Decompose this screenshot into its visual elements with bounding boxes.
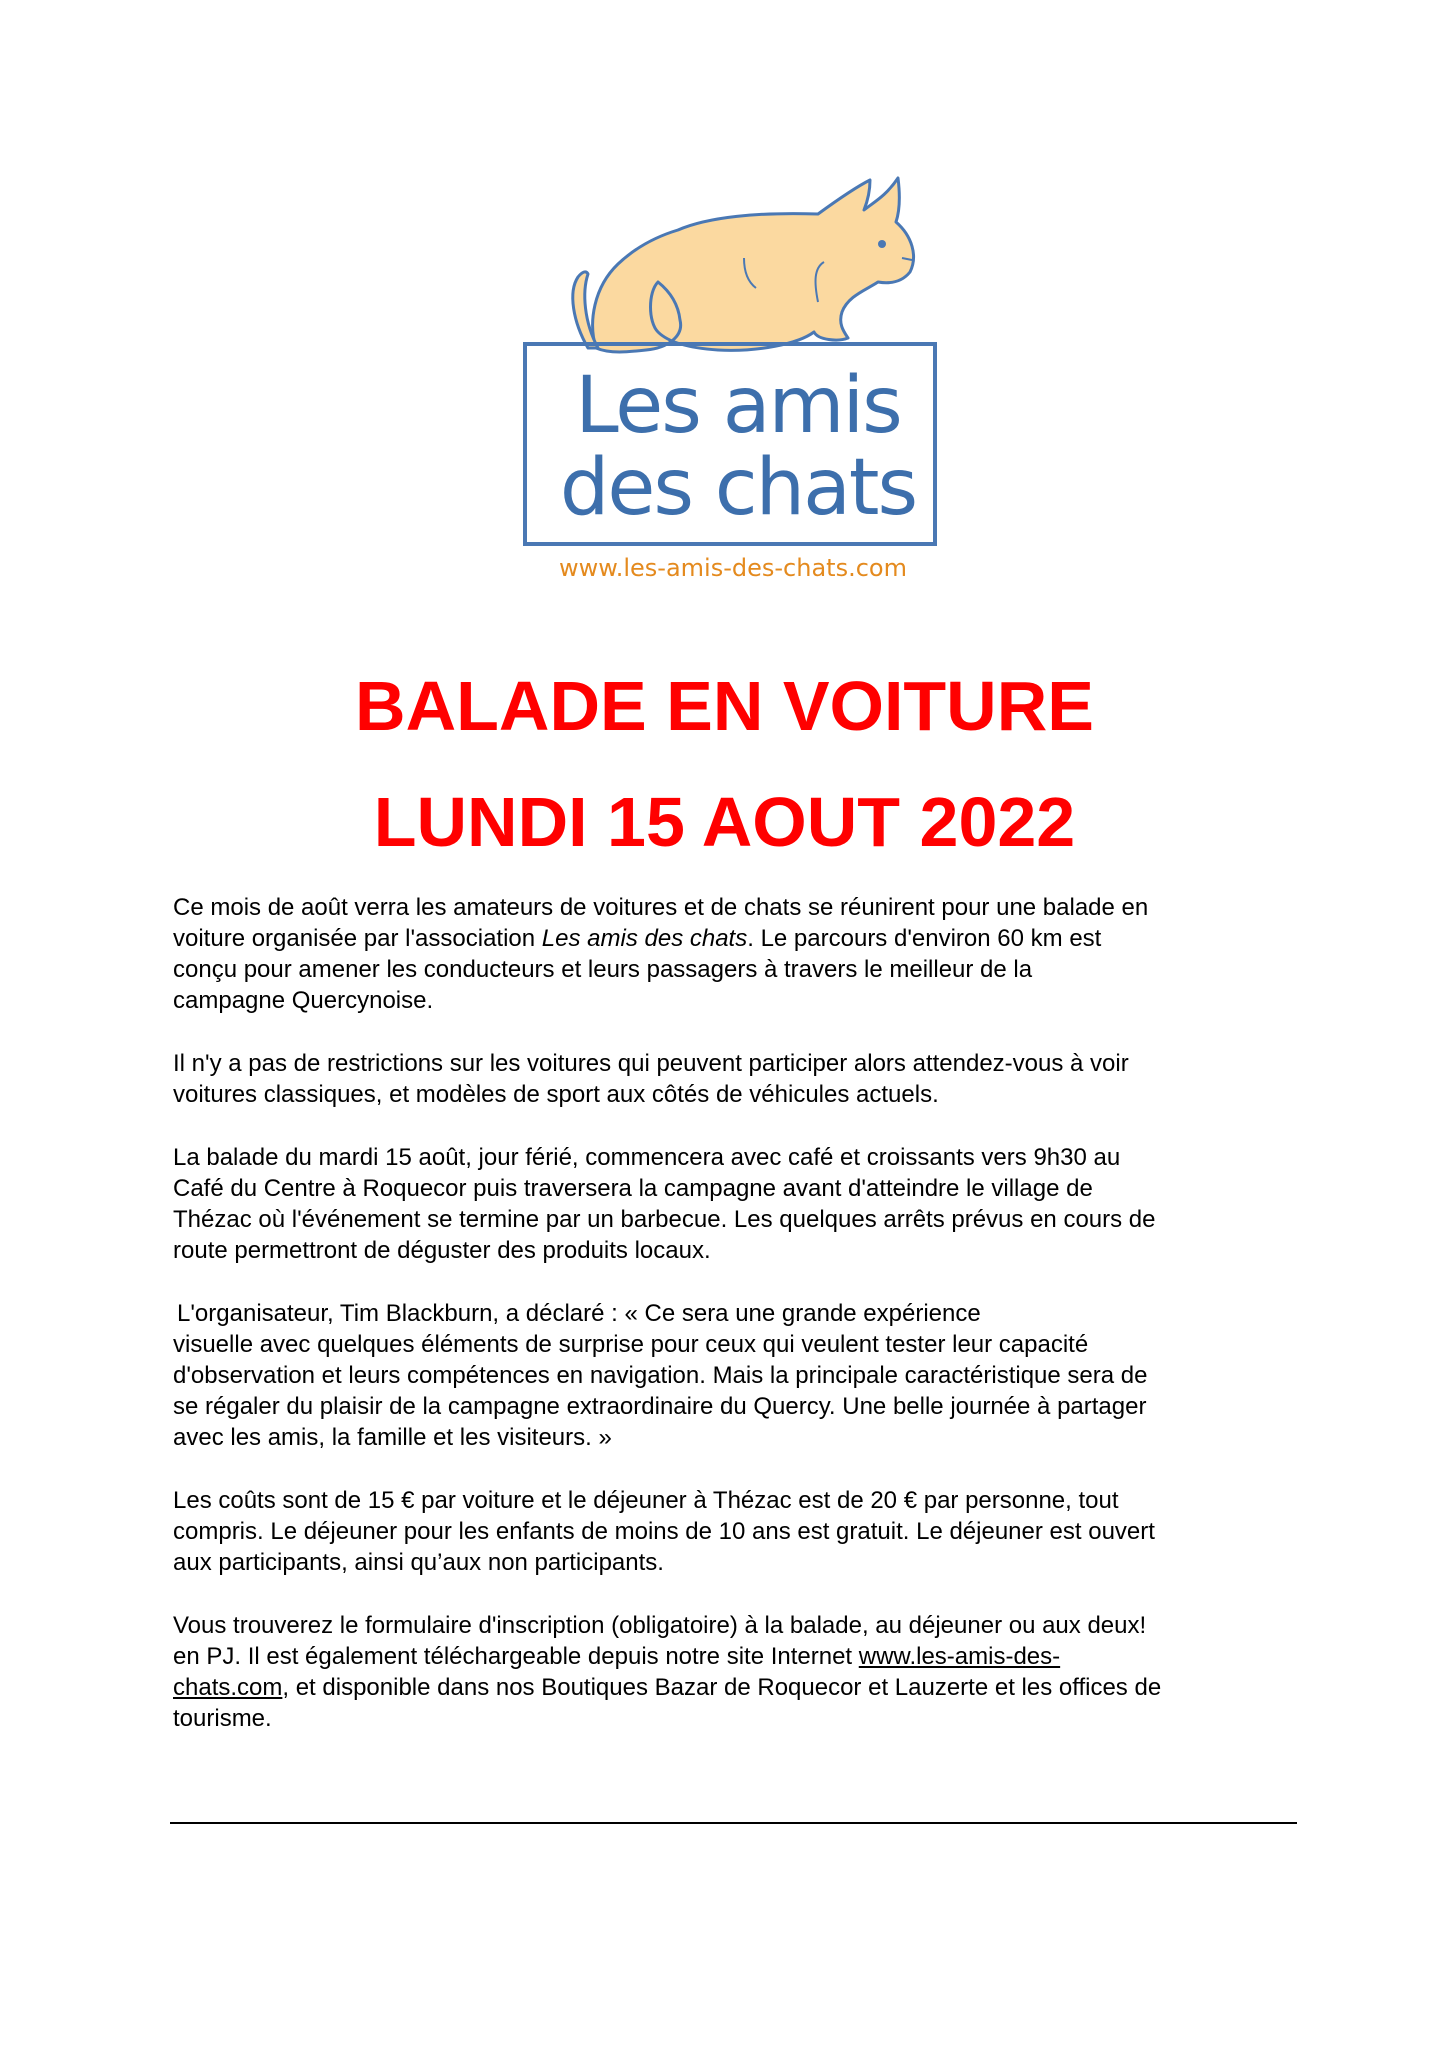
text-line: conçu pour amener les conducteurs et leurs passagers à travers le meilleur de la xyxy=(173,956,1033,983)
text-line: visuelle avec quelques éléments de surprise pour ceux qui veulent tester leur capacité xyxy=(173,1331,1089,1358)
text-line: voitures classiques, et modèles de sport aux côtés de véhicules actuels. xyxy=(173,1081,939,1108)
text-line xyxy=(173,1641,1293,1672)
paragraph-registration xyxy=(173,1610,1293,1734)
text-line: tourisme. xyxy=(173,1705,272,1732)
text-segment: en PJ. Il est également téléchargeable depuis notre site Internet xyxy=(173,1643,859,1670)
text-line: Café du Centre à Roquecor puis traversera la campagne avant d'atteindre le village de xyxy=(173,1175,1093,1202)
paragraph-schedule xyxy=(173,1142,1293,1266)
text-line xyxy=(173,923,1293,954)
headline-date: LUNDI 15 AOUT 2022 xyxy=(373,783,1076,861)
text-line: aux participants, ainsi qu’aux non participants. xyxy=(173,1549,664,1576)
website-link-continued[interactable]: chats.com xyxy=(173,1674,283,1701)
article-body xyxy=(173,892,1293,1766)
logo-text-line2: des chats xyxy=(559,443,917,533)
association-name: Les amis des chats xyxy=(541,925,748,952)
text-segment: . Le parcours d'environ 60 km est xyxy=(747,925,1102,952)
text-segment: voiture organisée par l'association xyxy=(173,925,542,952)
text-line: Ce mois de août verra les amateurs de voitures et de chats se réunirent pour une balade en xyxy=(173,894,1149,921)
website-link[interactable]: www.les-amis-des- xyxy=(858,1643,1061,1670)
headline-title: BALADE EN VOITURE xyxy=(355,667,1094,745)
text-line: Les coûts sont de 15 € par voiture et le déjeuner à Thézac est de 20 € par personne, tout xyxy=(173,1487,1119,1514)
paragraph-costs xyxy=(173,1485,1293,1578)
footer-divider xyxy=(170,1822,1297,1824)
text-line: d'observation et leurs compétences en navigation. Mais la principale caractéristique sera de xyxy=(173,1362,1148,1389)
text-line: compris. Le déjeuner pour les enfants de moins de 10 ans est gratuit. Le déjeuner est ouvert xyxy=(173,1518,1155,1545)
text-line: campagne Quercynoise. xyxy=(173,987,434,1014)
text-segment: , et disponible dans nos Boutiques Bazar de Roquecor et Lauzerte et les offices de xyxy=(282,1674,1162,1701)
text-line: La balade du mardi 15 août, jour férié, commencera avec café et croissants vers 9h30 au xyxy=(173,1144,1121,1171)
text-line: Thézac où l'événement se termine par un barbecue. Les quelques arrêts prévus en cours de xyxy=(173,1206,1156,1233)
logo-text-line1: Les amis xyxy=(575,361,901,451)
paragraph-quote xyxy=(173,1298,1293,1453)
paragraph-intro xyxy=(173,892,1293,1016)
text-line: Vous trouverez le formulaire d'inscription (obligatoire) à la balade, au déjeuner ou aux deux! xyxy=(173,1612,1147,1639)
paragraph-cars xyxy=(173,1048,1293,1110)
text-line: se régaler du plaisir de la campagne extraordinaire du Quercy. Une belle journée à partager xyxy=(173,1393,1147,1420)
text-line xyxy=(173,1672,1293,1703)
logo-url: www.les-amis-des-chats.com xyxy=(559,554,907,582)
text-line: Il n'y a pas de restrictions sur les voitures qui peuvent participer alors attendez-vous à voir xyxy=(173,1050,1129,1077)
text-line: L'organisateur, Tim Blackburn, a déclaré : « Ce sera une grande expérience xyxy=(177,1300,981,1327)
logo xyxy=(518,172,960,590)
text-line: avec les amis, la famille et les visiteurs. » xyxy=(173,1424,612,1451)
text-line: route permettront de déguster des produits locaux. xyxy=(173,1237,711,1264)
